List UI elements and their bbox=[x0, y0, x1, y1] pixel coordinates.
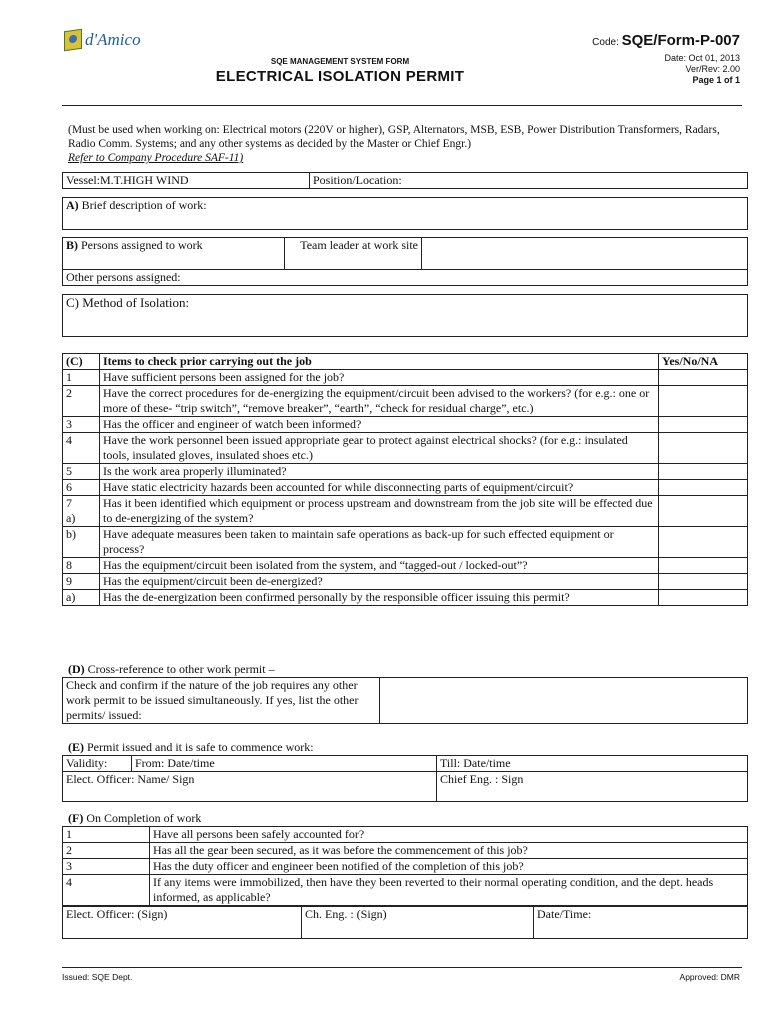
section-f-table bbox=[62, 826, 748, 906]
code-label: Code: bbox=[592, 37, 619, 48]
answer-cell[interactable] bbox=[659, 558, 748, 574]
section-f-text: On Completion of work bbox=[83, 811, 202, 825]
row-number: 2 bbox=[63, 386, 100, 417]
intro-text bbox=[68, 123, 728, 165]
section-d-text: Cross-reference to other work permit – bbox=[84, 662, 275, 676]
section-d-label: (D) bbox=[68, 662, 85, 676]
cross-reference-question: Check and confirm if the nature of the job requires any other work permit to be issued simultaneously. If yes, list the other permits/ issued: bbox=[63, 678, 380, 724]
answer-cell[interactable] bbox=[659, 574, 748, 590]
table-row bbox=[63, 417, 748, 433]
checklist-col-answer: Yes/No/NA bbox=[659, 354, 748, 370]
row-text: Has the equipment/circuit been de-energized? bbox=[100, 574, 659, 590]
table-row bbox=[63, 574, 748, 590]
answer-cell[interactable] bbox=[659, 464, 748, 480]
section-a-text: Brief description of work: bbox=[78, 198, 207, 212]
footer-issued: Issued: SQE Dept. bbox=[62, 972, 133, 982]
footer-approved: Approved: DMR bbox=[679, 972, 740, 982]
intro-body: (Must be used when working on: Electrical motors (220V or higher), GSP, Alternators, MSB, ESB, Power Distribution Transformers, Radars, Radio Comm. Systems; and any other systems as decided by the Master or Chief Engr.) bbox=[68, 124, 720, 150]
row-text: Have all persons been safely accounted for? bbox=[150, 827, 748, 843]
row-number: 1 bbox=[63, 370, 100, 386]
table-row bbox=[63, 464, 748, 480]
section-f-signatures bbox=[62, 906, 748, 939]
table-row bbox=[63, 558, 748, 574]
vessel-field[interactable]: Vessel:M.T.HIGH WIND bbox=[63, 173, 310, 189]
row-text: Have static electricity hazards been accounted for while disconnecting parts of equipment/circuit? bbox=[100, 480, 659, 496]
form-page: Page 1 of 1 bbox=[692, 75, 740, 85]
row-text: Have the correct procedures for de-energizing the equipment/circuit been advised to the workers? (for e.g.: one or more of these- “trip switch”, “remove breaker”, “earth”, “check for residual charge”, etc.) bbox=[100, 386, 659, 417]
row-number: 3 bbox=[63, 417, 100, 433]
row-number: 2 bbox=[63, 843, 150, 859]
answer-cell[interactable] bbox=[659, 433, 748, 464]
elect-officer-sign-field[interactable]: Elect. Officer: Name/ Sign bbox=[63, 772, 437, 802]
checklist-col-num: (C) bbox=[63, 354, 100, 370]
completion-ch-eng-sign-field[interactable]: Ch. Eng. : (Sign) bbox=[302, 907, 534, 939]
team-leader-label: Team leader at work site bbox=[285, 238, 422, 270]
flag-icon bbox=[64, 29, 82, 52]
row-number: 3 bbox=[63, 859, 150, 875]
section-e-heading bbox=[68, 740, 314, 755]
table-row bbox=[63, 433, 748, 464]
form-date: Date: Oct 01, 2013 bbox=[664, 53, 740, 63]
row-number: 7 a) bbox=[63, 496, 100, 527]
row-text: Has all the gear been secured, as it was before the commencement of this job? bbox=[150, 843, 748, 859]
row-number: 6 bbox=[63, 480, 100, 496]
company-logo bbox=[64, 30, 141, 50]
table-row bbox=[63, 875, 748, 906]
vessel-table bbox=[62, 172, 748, 189]
table-row bbox=[63, 527, 748, 558]
section-f-label: (F) bbox=[68, 811, 84, 825]
row-text: Has the de-energization been confirmed personally by the responsible officer issuing this permit? bbox=[100, 590, 659, 606]
answer-cell[interactable] bbox=[659, 590, 748, 606]
method-table bbox=[62, 294, 748, 337]
answer-cell[interactable] bbox=[659, 417, 748, 433]
table-row bbox=[63, 386, 748, 417]
chief-eng-sign-field[interactable]: Chief Eng. : Sign bbox=[437, 772, 748, 802]
checklist-col-item: Items to check prior carrying out the job bbox=[100, 354, 659, 370]
section-d-table bbox=[62, 677, 748, 724]
row-text: Has the duty officer and engineer been notified of the completion of this job? bbox=[150, 859, 748, 875]
answer-cell[interactable] bbox=[659, 370, 748, 386]
table-row bbox=[63, 496, 748, 527]
row-text: Have sufficient persons been assigned for the job? bbox=[100, 370, 659, 386]
section-a-table bbox=[62, 197, 748, 230]
row-text: Has the equipment/circuit been isolated from the system, and “tagged-out / locked-out”? bbox=[100, 558, 659, 574]
position-field[interactable]: Position/Location: bbox=[310, 173, 748, 189]
code-value: SQE/Form-P-007 bbox=[621, 32, 740, 49]
section-b-label: B) bbox=[66, 238, 78, 252]
answer-cell[interactable] bbox=[659, 527, 748, 558]
from-datetime-field[interactable]: From: Date/time bbox=[132, 756, 437, 772]
form-type: SQE MANAGEMENT SYSTEM FORM bbox=[270, 57, 410, 66]
row-text: Have the work personnel been issued appropriate gear to protect against electrical shocks? (for e.g.: insulated tools, insulated gloves, insulated shoes etc.) bbox=[100, 433, 659, 464]
section-f-heading bbox=[68, 811, 201, 826]
table-row bbox=[63, 480, 748, 496]
row-number: 9 bbox=[63, 574, 100, 590]
form-rev: Ver/Rev: 2.00 bbox=[685, 64, 740, 74]
team-leader-field[interactable] bbox=[422, 238, 748, 270]
row-number: a) bbox=[63, 590, 100, 606]
row-text: Have adequate measures been taken to maintain safe operations as back-up for such effected equipment or process? bbox=[100, 527, 659, 558]
footer-divider bbox=[62, 967, 742, 968]
logo-text: d'Amico bbox=[85, 30, 141, 49]
row-text: If any items were immobilized, then have they been reverted to their normal operating condition, and the dept. heads informed, as applicable? bbox=[150, 875, 748, 906]
row-number: 1 bbox=[63, 827, 150, 843]
row-text: Has the officer and engineer of watch been informed? bbox=[100, 417, 659, 433]
section-b-table bbox=[62, 237, 748, 286]
section-e-label: (E) bbox=[68, 740, 84, 754]
checklist-table bbox=[62, 353, 748, 606]
answer-cell[interactable] bbox=[659, 386, 748, 417]
row-number: 5 bbox=[63, 464, 100, 480]
other-permits-field[interactable] bbox=[380, 678, 748, 724]
section-a-label: A) bbox=[66, 198, 79, 212]
row-text: Is the work area properly illuminated? bbox=[100, 464, 659, 480]
method-of-isolation-field[interactable]: C) Method of Isolation: bbox=[63, 295, 748, 337]
brief-description-field[interactable] bbox=[63, 198, 748, 230]
other-persons-field[interactable]: Other persons assigned: bbox=[63, 270, 748, 286]
answer-cell[interactable] bbox=[659, 480, 748, 496]
table-row bbox=[63, 370, 748, 386]
form-code bbox=[592, 32, 740, 49]
row-text: Has it been identified which equipment or process upstream and downstream from the job site will be effected due to de-energizing of the system? bbox=[100, 496, 659, 527]
section-e-table bbox=[62, 755, 748, 802]
intro-reference: Refer to Company Procedure SAF-11) bbox=[68, 152, 244, 164]
section-d-heading bbox=[68, 662, 275, 677]
validity-label: Validity: bbox=[63, 756, 132, 772]
table-row bbox=[63, 827, 748, 843]
section-e-text: Permit issued and it is safe to commence work: bbox=[84, 740, 314, 754]
row-number: 4 bbox=[63, 433, 100, 464]
table-row bbox=[63, 843, 748, 859]
persons-assigned-field[interactable] bbox=[63, 238, 285, 270]
till-datetime-field[interactable]: Till: Date/time bbox=[437, 756, 748, 772]
row-number: 8 bbox=[63, 558, 100, 574]
row-number: b) bbox=[63, 527, 100, 558]
table-row bbox=[63, 590, 748, 606]
table-row bbox=[63, 859, 748, 875]
row-number: 4 bbox=[63, 875, 150, 906]
page-title: ELECTRICAL ISOLATION PERMIT bbox=[215, 68, 465, 85]
answer-cell[interactable] bbox=[659, 496, 748, 527]
section-b-text: Persons assigned to work bbox=[78, 238, 203, 252]
header-divider bbox=[62, 105, 742, 106]
completion-datetime-field[interactable]: Date/Time: bbox=[534, 907, 748, 939]
completion-officer-sign-field[interactable]: Elect. Officer: (Sign) bbox=[63, 907, 302, 939]
